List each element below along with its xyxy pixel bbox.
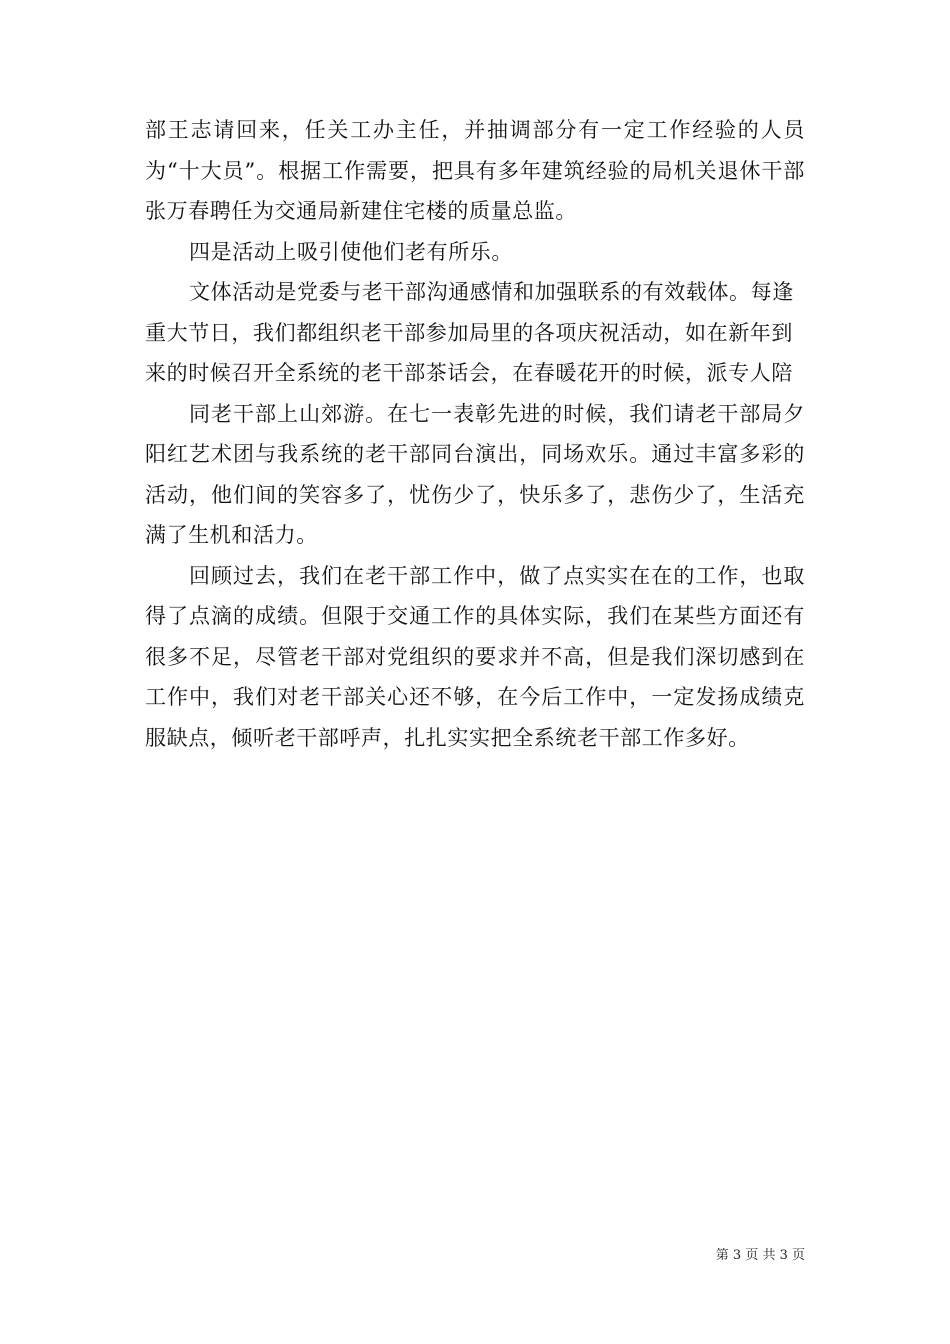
document-body bbox=[145, 110, 805, 758]
paragraph-outing: 同老干部上山郊游。在七一表彰先进的时候，我们请老干部局夕阳红艺术团与我系统的老干部同台演出，同场欢乐。通过丰富多彩的活动，他们间的笑容多了，忧伤少了，快乐多了，悲伤少了，生活充满了生机和活力。 bbox=[145, 401, 805, 547]
paragraph-continued: 部王志请回来，任关工办主任，并抽调部分有一定工作经验的人员为“十大员”。根据工作需要，把具有多年建筑经验的局机关退休干部张万春聘任为交通局新建住宅楼的质量总监。 bbox=[145, 118, 805, 223]
paragraph-section-heading: 四是活动上吸引使他们老有所乐。 bbox=[189, 239, 513, 264]
paragraph-review: 回顾过去，我们在老干部工作中，做了点实实在在的工作，也取得了点滴的成绩。但限于交通工作的具体实际，我们在某些方面还有很多不足，尽管老干部对党组织的要求并不高，但是我们深切感到在工作中，我们对老干部关心还不够，在今后工作中，一定发扬成绩克服缺点，倾听老干部呼声，扎扎实实把全系统老干部工作多好。 bbox=[145, 563, 805, 750]
page-number-footer: 第 3 页 共 3 页 bbox=[715, 1248, 805, 1263]
paragraph-activities: 文体活动是党委与老干部沟通感情和加强联系的有效载体。每逢重大节日，我们都组织老干部参加局里的各项庆祝活动，如在新年到来的时候召开全系统的老干部茶话会，在春暖花开的时候，派专人陪 bbox=[145, 280, 794, 385]
